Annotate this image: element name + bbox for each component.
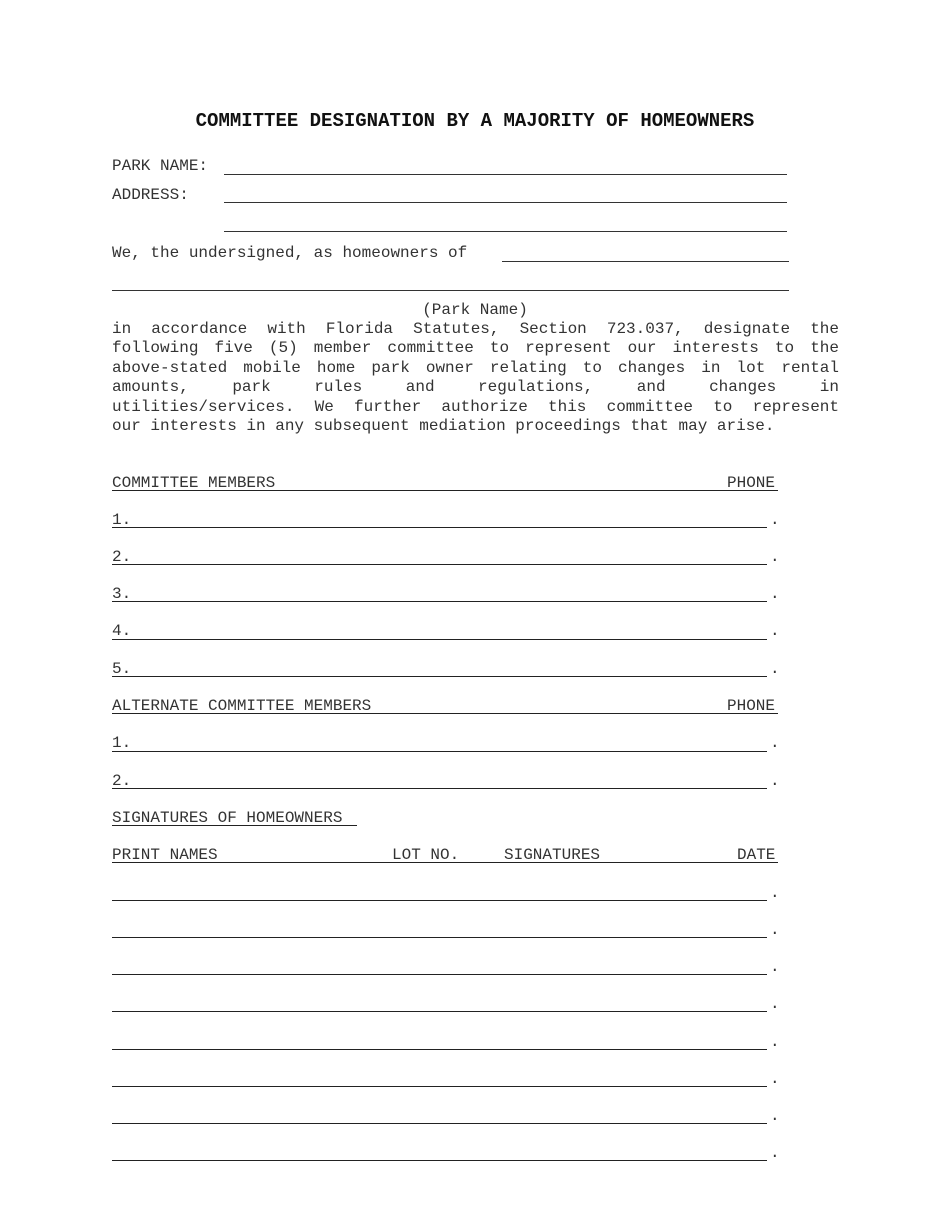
- signature-row-3-line[interactable]: [112, 974, 767, 975]
- print-names-column-header: PRINT NAMES: [112, 846, 218, 864]
- committee-row-number: 1.: [112, 511, 132, 529]
- signatures-column-header: SIGNATURES: [504, 846, 601, 864]
- row-end-mark: .: [770, 548, 780, 566]
- paragraph-line: utilities/services. We further authorize this committee to represent: [112, 397, 839, 416]
- committee-row-number: 3.: [112, 585, 132, 603]
- row-end-mark: .: [770, 921, 780, 939]
- signature-row-7-line[interactable]: [112, 1123, 767, 1124]
- committee-member-5-line[interactable]: [112, 676, 767, 677]
- paragraph-line: our interests in any subsequent mediation proceedings that may arise.: [112, 417, 775, 436]
- row-end-mark: .: [770, 511, 780, 529]
- homeowners-park-field[interactable]: [502, 261, 789, 262]
- row-end-mark: .: [770, 734, 780, 752]
- alternate-phone-heading: PHONE: [727, 697, 776, 715]
- paragraph-line: in accordance with Florida Statutes, Section 723.037, designate the: [112, 320, 839, 338]
- paragraph-line: above-stated mobile home park owner relating to changes in lot rental: [112, 358, 839, 377]
- row-end-mark: .: [770, 660, 780, 678]
- signatures-heading-underline: [112, 825, 357, 826]
- signatures-heading: SIGNATURES OF HOMEOWNERS: [112, 809, 343, 827]
- park-name-label: PARK NAME:: [112, 157, 209, 175]
- row-end-mark: .: [770, 1144, 780, 1162]
- alternate-member-2-line[interactable]: [112, 788, 767, 789]
- date-column-header: DATE: [737, 846, 776, 864]
- committee-phone-heading: PHONE: [727, 474, 776, 492]
- committee-member-1-line[interactable]: [112, 527, 767, 528]
- row-end-mark: .: [770, 772, 780, 790]
- row-end-mark: .: [770, 1033, 780, 1051]
- signature-row-5-line[interactable]: [112, 1049, 767, 1050]
- committee-row-number: 5.: [112, 660, 132, 678]
- committee-header-rule: [112, 490, 778, 491]
- page-title: COMMITTEE DESIGNATION BY A MAJORITY OF HOMEOWNERS: [195, 110, 755, 132]
- signature-row-2-line[interactable]: [112, 937, 767, 938]
- alternate-header-rule: [112, 713, 778, 714]
- park-name-fill-line[interactable]: [112, 290, 789, 291]
- address-label: ADDRESS:: [112, 186, 189, 204]
- address-field-line-2[interactable]: [224, 231, 787, 232]
- row-end-mark: .: [770, 1107, 780, 1125]
- alternate-row-number: 2.: [112, 772, 132, 790]
- alternate-row-number: 1.: [112, 734, 132, 752]
- designation-paragraph: [112, 320, 839, 436]
- row-end-mark: .: [770, 585, 780, 603]
- paragraph-line: following five (5) member committee to represent our interests to the: [112, 339, 839, 358]
- signature-row-8-line[interactable]: [112, 1160, 767, 1161]
- row-end-mark: .: [770, 622, 780, 640]
- signatures-header-rule: [112, 862, 778, 863]
- committee-member-2-line[interactable]: [112, 564, 767, 565]
- committee-member-3-line[interactable]: [112, 601, 767, 602]
- signature-row-1-line[interactable]: [112, 900, 767, 901]
- committee-members-heading: COMMITTEE MEMBERS: [112, 474, 276, 492]
- row-end-mark: .: [770, 958, 780, 976]
- row-end-mark: .: [770, 884, 780, 902]
- committee-row-number: 2.: [112, 548, 132, 566]
- paragraph-line: amounts, park rules and regulations, and changes in: [112, 378, 839, 397]
- lot-no-column-header: LOT NO.: [392, 846, 460, 864]
- row-end-mark: .: [770, 995, 780, 1013]
- park-name-caption: (Park Name): [422, 301, 528, 319]
- address-field-line-1[interactable]: [224, 202, 787, 203]
- signature-row-4-line[interactable]: [112, 1011, 767, 1012]
- alternate-members-heading: ALTERNATE COMMITTEE MEMBERS: [112, 697, 372, 715]
- park-name-field[interactable]: [224, 174, 787, 175]
- row-end-mark: .: [770, 1070, 780, 1088]
- alternate-member-1-line[interactable]: [112, 751, 767, 752]
- committee-member-4-line[interactable]: [112, 639, 767, 640]
- signature-row-6-line[interactable]: [112, 1086, 767, 1087]
- intro-text: We, the undersigned, as homeowners of: [112, 244, 468, 262]
- committee-row-number: 4.: [112, 622, 132, 640]
